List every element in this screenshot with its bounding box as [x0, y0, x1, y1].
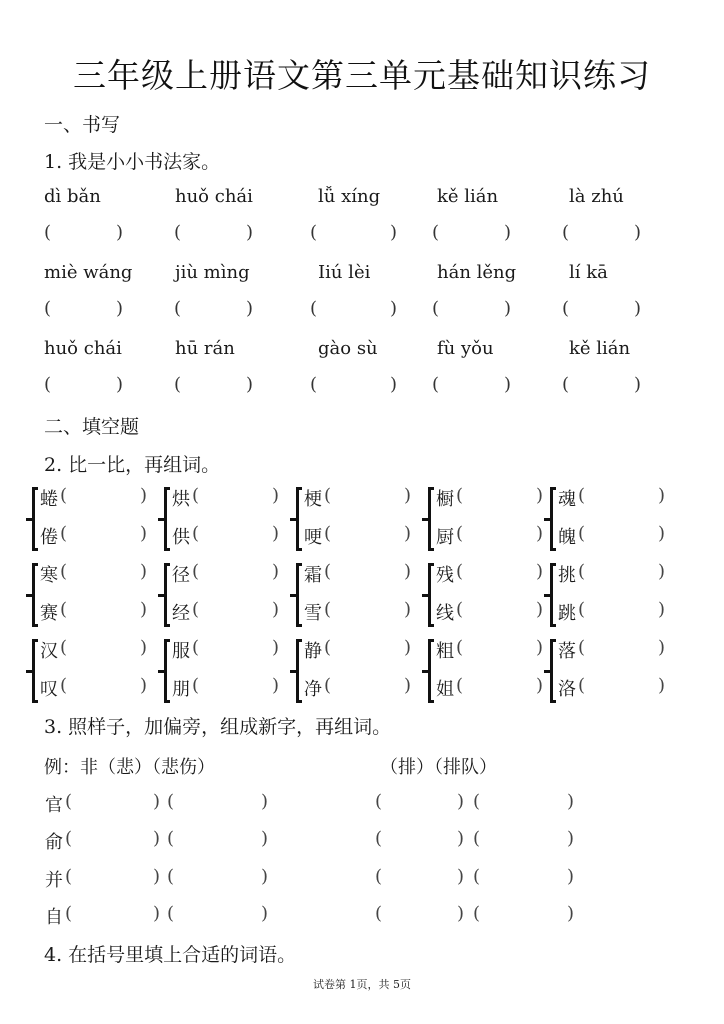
left-brace-icon: [26, 487, 38, 551]
left-brace-icon: [290, 639, 302, 703]
close-paren: ): [390, 222, 398, 243]
open-paren: (: [324, 561, 332, 582]
close-paren: ): [272, 599, 280, 620]
open-paren: (: [60, 523, 68, 544]
pinyin-prompt: lí kā: [569, 262, 608, 283]
compare-pair: [422, 485, 552, 557]
open-paren: (: [578, 485, 586, 506]
close-paren: ): [457, 791, 465, 812]
question-3-example-left: 例：非（悲）（悲伤）: [44, 757, 215, 778]
close-paren: ): [504, 222, 512, 243]
close-paren: ): [658, 485, 666, 506]
character: 梗: [304, 489, 322, 510]
left-brace-icon: [290, 563, 302, 627]
close-paren: ): [634, 298, 642, 319]
close-paren: ): [261, 866, 269, 887]
character: 经: [172, 603, 190, 624]
character: 径: [172, 565, 190, 586]
open-paren: (: [60, 675, 68, 696]
open-paren: (: [375, 903, 383, 924]
open-paren: (: [562, 374, 570, 395]
compare-pair: [290, 485, 420, 557]
compare-pair: [26, 561, 156, 633]
close-paren: ): [272, 561, 280, 582]
answer-blank[interactable]: [562, 222, 654, 246]
compare-pair: [544, 637, 674, 709]
character: 姐: [436, 679, 454, 700]
open-paren: (: [324, 485, 332, 506]
left-brace-icon: [158, 639, 170, 703]
compare-pair: [422, 637, 552, 709]
answer-blank[interactable]: [562, 298, 654, 322]
answer-blank[interactable]: [44, 298, 136, 322]
open-paren: (: [310, 298, 318, 319]
close-paren: ): [272, 637, 280, 658]
close-paren: ): [536, 561, 544, 582]
close-paren: ): [536, 485, 544, 506]
close-paren: ): [658, 599, 666, 620]
pinyin-prompt: kě lián: [437, 186, 499, 207]
close-paren: ): [457, 828, 465, 849]
open-paren: (: [174, 222, 182, 243]
compare-pair: [26, 637, 156, 709]
character: 粗: [436, 641, 454, 662]
open-paren: (: [60, 485, 68, 506]
character: 官: [45, 795, 63, 816]
close-paren: ): [153, 903, 161, 924]
open-paren: (: [456, 523, 464, 544]
compare-pair: [158, 561, 288, 633]
pinyin-prompt: là zhú: [569, 186, 624, 207]
close-paren: ): [140, 637, 148, 658]
answer-blank[interactable]: [562, 374, 654, 398]
answer-blank[interactable]: [310, 298, 402, 322]
page-title: 三年级上册语文第三单元基础知识练习: [73, 56, 651, 95]
radical-row[interactable]: [45, 903, 605, 929]
character: 静: [304, 641, 322, 662]
answer-blank[interactable]: [310, 374, 402, 398]
close-paren: ): [658, 561, 666, 582]
open-paren: (: [167, 791, 175, 812]
pinyin-prompt: huǒ chái: [44, 338, 122, 359]
radical-row[interactable]: [45, 791, 605, 817]
open-paren: (: [65, 828, 73, 849]
close-paren: ): [658, 637, 666, 658]
character: 哽: [304, 527, 322, 548]
answer-blank[interactable]: [174, 374, 266, 398]
character: 叹: [40, 679, 58, 700]
radical-row[interactable]: [45, 828, 605, 854]
close-paren: ): [457, 866, 465, 887]
left-brace-icon: [422, 563, 434, 627]
pinyin-prompt: lǚ xíng: [318, 186, 381, 207]
question-3-prompt: 3. 照样子，加偏旁，组成新字，再组词。: [44, 716, 392, 738]
close-paren: ): [272, 485, 280, 506]
open-paren: (: [473, 866, 481, 887]
close-paren: ): [116, 374, 124, 395]
close-paren: ): [153, 866, 161, 887]
close-paren: ): [153, 791, 161, 812]
close-paren: ): [246, 298, 254, 319]
answer-blank[interactable]: [432, 374, 524, 398]
close-paren: ): [140, 675, 148, 696]
close-paren: ): [116, 222, 124, 243]
open-paren: (: [65, 903, 73, 924]
open-paren: (: [324, 637, 332, 658]
compare-pair: [290, 637, 420, 709]
open-paren: (: [578, 599, 586, 620]
open-paren: (: [44, 222, 52, 243]
open-paren: (: [60, 637, 68, 658]
open-paren: (: [432, 374, 440, 395]
character: 雪: [304, 603, 322, 624]
character: 挑: [558, 565, 576, 586]
character: 跳: [558, 603, 576, 624]
close-paren: ): [504, 298, 512, 319]
character: 倦: [40, 527, 58, 548]
character: 蜷: [40, 489, 58, 510]
open-paren: (: [60, 561, 68, 582]
close-paren: ): [567, 903, 575, 924]
character: 洛: [558, 679, 576, 700]
question-2-prompt: 2. 比一比，再组词。: [44, 454, 221, 476]
question-1-prompt: 1. 我是小小书法家。: [44, 151, 221, 173]
close-paren: ): [404, 675, 412, 696]
pinyin-prompt: miè wáng: [44, 262, 133, 283]
open-paren: (: [60, 599, 68, 620]
question-3-example-right: （排）（排队）: [380, 757, 497, 778]
compare-pair: [158, 637, 288, 709]
character: 落: [558, 641, 576, 662]
pinyin-prompt: huǒ chái: [175, 186, 253, 207]
close-paren: ): [390, 374, 398, 395]
open-paren: (: [192, 561, 200, 582]
open-paren: (: [310, 222, 318, 243]
close-paren: ): [504, 374, 512, 395]
question-4-prompt: 4. 在括号里填上合适的词语。: [44, 944, 297, 966]
answer-blank[interactable]: [174, 298, 266, 322]
close-paren: ): [634, 374, 642, 395]
open-paren: (: [192, 599, 200, 620]
compare-pair: [158, 485, 288, 557]
close-paren: ): [536, 523, 544, 544]
pinyin-prompt: dì bǎn: [44, 186, 101, 207]
character: 残: [436, 565, 454, 586]
left-brace-icon: [158, 563, 170, 627]
open-paren: (: [174, 374, 182, 395]
open-paren: (: [432, 298, 440, 319]
left-brace-icon: [422, 639, 434, 703]
close-paren: ): [261, 903, 269, 924]
open-paren: (: [456, 675, 464, 696]
left-brace-icon: [544, 487, 556, 551]
answer-blank[interactable]: [44, 374, 136, 398]
open-paren: (: [375, 791, 383, 812]
section-heading-writing: 一、书写: [44, 114, 121, 136]
open-paren: (: [310, 374, 318, 395]
character: 魄: [558, 527, 576, 548]
character: 净: [304, 679, 322, 700]
close-paren: ): [658, 523, 666, 544]
open-paren: (: [167, 903, 175, 924]
left-brace-icon: [290, 487, 302, 551]
close-paren: ): [246, 222, 254, 243]
open-paren: (: [473, 828, 481, 849]
open-paren: (: [174, 298, 182, 319]
character: 线: [436, 603, 454, 624]
close-paren: ): [272, 523, 280, 544]
close-paren: ): [404, 637, 412, 658]
character: 朋: [172, 679, 190, 700]
left-brace-icon: [26, 639, 38, 703]
answer-blank[interactable]: [310, 222, 402, 246]
compare-pair: [544, 485, 674, 557]
close-paren: ): [404, 561, 412, 582]
radical-row[interactable]: [45, 866, 605, 892]
pinyin-prompt: gào sù: [318, 338, 378, 359]
pinyin-prompt: kě lián: [569, 338, 631, 359]
answer-blank[interactable]: [432, 298, 524, 322]
open-paren: (: [473, 791, 481, 812]
close-paren: ): [261, 828, 269, 849]
open-paren: (: [65, 791, 73, 812]
compare-pair: [26, 485, 156, 557]
close-paren: ): [140, 561, 148, 582]
left-brace-icon: [544, 563, 556, 627]
character: 汉: [40, 641, 58, 662]
open-paren: (: [456, 561, 464, 582]
close-paren: ): [536, 675, 544, 696]
open-paren: (: [578, 675, 586, 696]
left-brace-icon: [422, 487, 434, 551]
open-paren: (: [578, 561, 586, 582]
pinyin-prompt: Iiú lèi: [318, 262, 371, 283]
close-paren: ): [140, 523, 148, 544]
close-paren: ): [567, 791, 575, 812]
open-paren: (: [324, 523, 332, 544]
open-paren: (: [562, 222, 570, 243]
answer-blank[interactable]: [432, 222, 524, 246]
open-paren: (: [192, 637, 200, 658]
compare-pair: [422, 561, 552, 633]
left-brace-icon: [544, 639, 556, 703]
section-heading-fill-blank: 二、填空题: [44, 416, 140, 438]
open-paren: (: [562, 298, 570, 319]
open-paren: (: [375, 828, 383, 849]
close-paren: ): [567, 828, 575, 849]
close-paren: ): [404, 485, 412, 506]
open-paren: (: [192, 485, 200, 506]
character: 烘: [172, 489, 190, 510]
close-paren: ): [390, 298, 398, 319]
open-paren: (: [192, 675, 200, 696]
character: 霜: [304, 565, 322, 586]
close-paren: ): [153, 828, 161, 849]
character: 供: [172, 527, 190, 548]
open-paren: (: [192, 523, 200, 544]
page-footer: 试卷第 1页，共 5页: [313, 978, 411, 991]
character: 俞: [45, 832, 63, 853]
open-paren: (: [324, 675, 332, 696]
character: 自: [45, 907, 63, 928]
pinyin-prompt: fù yǒu: [437, 338, 494, 359]
open-paren: (: [578, 523, 586, 544]
close-paren: ): [658, 675, 666, 696]
answer-blank[interactable]: [174, 222, 266, 246]
character: 服: [172, 641, 190, 662]
pinyin-prompt: hán lěng: [437, 262, 517, 283]
pinyin-prompt: jiù mìng: [175, 262, 250, 283]
open-paren: (: [65, 866, 73, 887]
close-paren: ): [536, 637, 544, 658]
open-paren: (: [44, 298, 52, 319]
character: 橱: [436, 489, 454, 510]
open-paren: (: [456, 637, 464, 658]
close-paren: ): [457, 903, 465, 924]
close-paren: ): [116, 298, 124, 319]
close-paren: ): [567, 866, 575, 887]
open-paren: (: [473, 903, 481, 924]
close-paren: ): [261, 791, 269, 812]
close-paren: ): [140, 485, 148, 506]
character: 厨: [436, 527, 454, 548]
open-paren: (: [167, 866, 175, 887]
left-brace-icon: [26, 563, 38, 627]
character: 赛: [40, 603, 58, 624]
open-paren: (: [44, 374, 52, 395]
open-paren: (: [375, 866, 383, 887]
open-paren: (: [456, 485, 464, 506]
character: 寒: [40, 565, 58, 586]
open-paren: (: [324, 599, 332, 620]
compare-pair: [290, 561, 420, 633]
close-paren: ): [272, 675, 280, 696]
close-paren: ): [140, 599, 148, 620]
character: 并: [45, 870, 63, 891]
answer-blank[interactable]: [44, 222, 136, 246]
character: 魂: [558, 489, 576, 510]
close-paren: ): [404, 523, 412, 544]
open-paren: (: [456, 599, 464, 620]
open-paren: (: [432, 222, 440, 243]
close-paren: ): [246, 374, 254, 395]
left-brace-icon: [158, 487, 170, 551]
open-paren: (: [167, 828, 175, 849]
close-paren: ): [634, 222, 642, 243]
pinyin-prompt: hū rán: [175, 338, 235, 359]
open-paren: (: [578, 637, 586, 658]
close-paren: ): [404, 599, 412, 620]
close-paren: ): [536, 599, 544, 620]
compare-pair: [544, 561, 674, 633]
